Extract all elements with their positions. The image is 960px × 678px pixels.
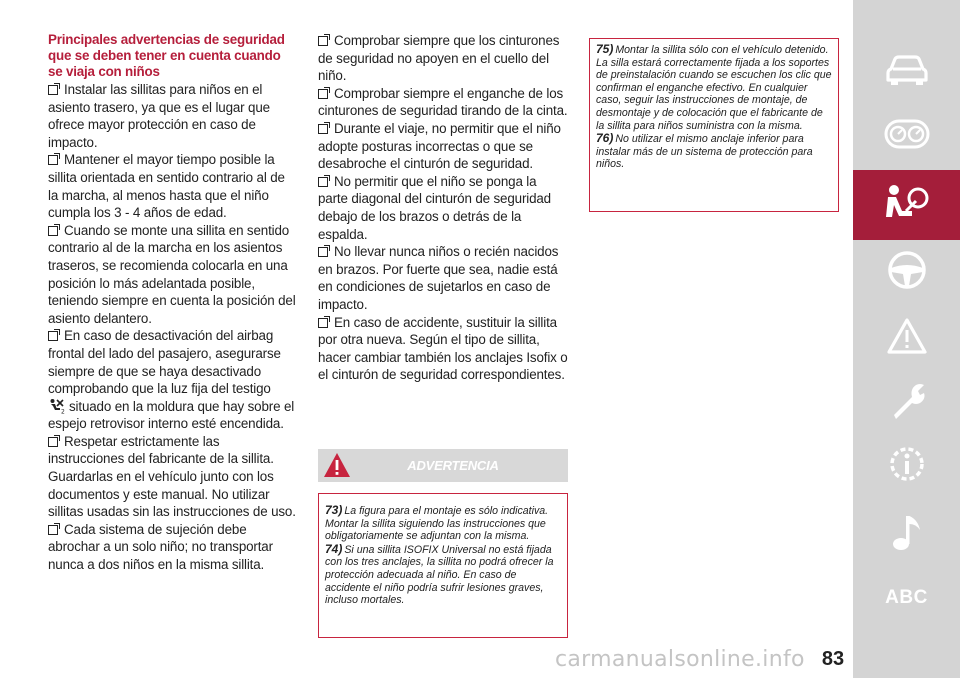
chapter-sidebar [853,0,960,678]
warning-note: 74) Si una sillita ISOFIX Universal no está fijada con los tres anclajes, la sillita no podrá ofrecer la protección adecuada al niño. En caso de accidente el niño podría sufrir lesiones graves, incluso mortales. [325,541,554,607]
checkbox-bullet-icon [48,525,58,535]
car-icon [885,53,929,87]
bullet-item: Comprobar siempre el enganche de los cinturones de seguridad tirando de la cinta. [318,85,568,119]
index-abc-label: ABC [885,587,928,608]
checkbox-bullet-icon [318,318,328,328]
bullet-item: Respetar estrictamente las instrucciones del fabricante de la sillita. Guardarlas en el vehículo junto con los documentos y este manual. No utilizar sillitas usadas sin las instrucciones de uso. [48,433,296,520]
bullet-item: Instalar las sillitas para niños en el asiento trasero, ya que es el lugar que ofrece mayor protección en caso de impacto. [48,82,270,150]
column-left [48,32,298,574]
music-note-icon [890,512,924,552]
sidebar-item-technical-data[interactable] [853,434,960,494]
warning-note: 73) La figura para el montaje es sólo indicativa. Montar la sillita siguiendo las instrucciones que obligatoriamente se adjuntan con la misma. [325,503,549,543]
sidebar-item-multimedia[interactable] [853,502,960,562]
bullet-list-left [48,81,298,574]
notes-box-right [589,38,839,212]
bullet-item: Durante el viaje, no permitir que el niño adopte posturas incorrectas o que se desabroche el cinturón de seguridad. [318,120,561,172]
bullet-item: Comprobar siempre que los cinturones de seguridad no apoyen en el cuello del niño. [318,33,560,84]
checkbox-bullet-icon [48,226,58,236]
sidebar-item-safety[interactable] [853,170,960,240]
sidebar-item-index[interactable] [853,568,960,628]
warning-banner [318,449,568,482]
bullet-item: No llevar nunca niños o recién nacidos en brazos. Por fuerte que sea, nadie está en condiciones de sujetarlos en caso de impacto. [318,244,559,312]
airbag-seat-icon [882,183,932,227]
bullet-item: Mantener el mayor tiempo posible la sillita orientada en sentido contrario al de la marcha, al menos hasta que el niño cumpla los 3 - 4 años de edad. [48,152,285,221]
sidebar-item-car[interactable] [853,40,960,100]
checkbox-bullet-icon [318,247,328,257]
passenger-airbag-off-icon [48,398,66,414]
wrench-icon [886,379,928,421]
watermark-text: carmanualsonline.info [555,647,805,672]
note-item: 75) Montar la sillita sólo con el vehículo detenido. La silla estará correctamente fijada a los soportes de preinstalación cuando se escuchen los clic que confirman el enganche efectivo. En cualquier caso, seguir las instrucciones de montaje, de desmontaje y de colocación que el fabricante de la sillita para niños suministra con la misma. [596,42,832,132]
note-item: 76) No utilizar el mismo anclaje inferior para instalar más de un sistema de protección para niños. [596,131,813,171]
sidebar-item-instruments[interactable] [853,104,960,164]
checkbox-bullet-icon [318,36,328,46]
gauges-icon [884,119,930,149]
info-gear-icon [885,442,929,486]
column-middle [318,32,568,384]
checkbox-bullet-icon [48,331,58,341]
checkbox-bullet-icon [48,437,58,447]
bullet-item: Cuando se monte una sillita en sentido contrario al de la marcha en los asientos traseros, se recomienda colocarla en una posición lo más adelantada posible, teniendo siempre en cuenta la posición del asiento delantero. [48,222,296,326]
sidebar-item-emergency[interactable] [853,306,960,366]
svg-text:2: 2 [61,408,65,414]
checkbox-bullet-icon [318,124,328,134]
page-number: 83 [821,648,845,670]
bullet-item: Cada sistema de sujeción debe abrochar a un solo niño; no transportar nunca a dos niños en la misma sillita. [48,521,273,573]
bullet-item-airbag: En caso de desactivación del airbag frontal del lado del pasajero, asegurarse siempre de que se haya desactivado comprobando que la luz fija del testigo 2 situado en la moldura que hay sobre el espejo retrovisor interno esté encendida. [48,328,295,432]
checkbox-bullet-icon [318,89,328,99]
warning-triangle-icon [886,317,928,355]
sidebar-item-maintenance[interactable] [853,370,960,430]
checkbox-bullet-icon [48,155,58,165]
sidebar-item-driving[interactable] [853,240,960,300]
bullet-item: No permitir que el niño se ponga la parte diagonal del cinturón de seguridad debajo de los brazos o detrás de la espalda. [318,173,551,242]
warning-title: ADVERTENCIA [407,458,499,473]
steering-wheel-icon [887,250,927,290]
warning-notes-box [318,493,568,638]
checkbox-bullet-icon [318,177,328,187]
section-heading: Principales advertencias de seguridad que se deben tener en cuenta cuando se viaja con niños [48,32,285,79]
checkbox-bullet-icon [48,85,58,95]
bullet-item: En caso de accidente, sustituir la sillita por otra nueva. Según el tipo de sillita, hacer cambiar también los anclajes Isofix o el cinturón de seguridad correspondientes. [318,314,568,383]
